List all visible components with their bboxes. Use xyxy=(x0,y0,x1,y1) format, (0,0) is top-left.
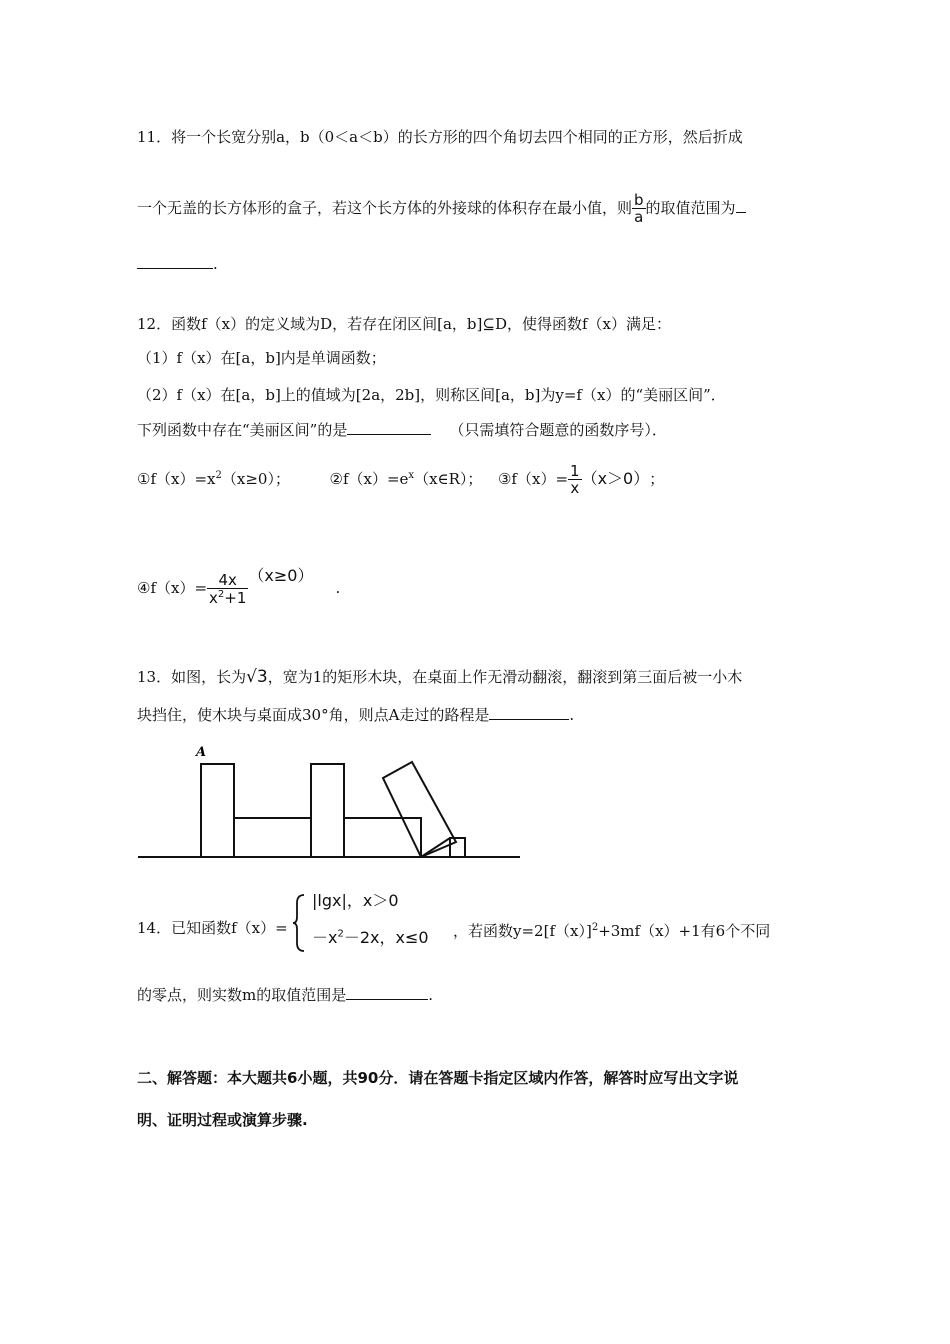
q12-opt3-fraction: $\frac{1}{x}$ xyxy=(570,462,580,497)
q12-options-row xyxy=(137,458,664,497)
q12-text-4-end: （只需填符合题意的函数序号）． xyxy=(449,421,667,439)
q12-line1 xyxy=(137,314,671,334)
q14-line1: 14．已知函数f（x）= xyxy=(137,919,288,937)
block-position-2 xyxy=(234,818,311,857)
q12-option-1: $①f(x)=x^2(x\ge 0)$； xyxy=(137,470,290,488)
q11-frac-den: a xyxy=(632,208,646,225)
q12-text-3: （2）f（x）在[a，b]上的值域为[2a，2b]，则称区间[a，b]为y=f（x）的“美丽区间”． xyxy=(137,386,726,404)
q13-sqrt3: √3 xyxy=(246,667,268,687)
q12-text-2: （1）f（x）在[a，b]内是单调函数； xyxy=(137,349,386,367)
q13-line2: 块挡住，使木块与桌面成30°角，则点A走过的路程是 . xyxy=(137,706,575,724)
q12-answer-blank xyxy=(347,420,431,435)
q12-line2 xyxy=(137,348,386,368)
q13-figure xyxy=(134,740,534,870)
q14-line2: 的零点，则实数m的取值范围是 . xyxy=(137,986,434,1004)
q12-option-4: ④f（x）= $\frac{4x}{x^2+1}$ （x≥0）. xyxy=(137,566,341,607)
block-position-4 xyxy=(344,818,421,857)
q13-line1: 13．如图，长为√3，宽为1的矩形木块，在桌面上作无滑动翻滚，翻滚到第三面后被一小木 xyxy=(137,667,743,687)
q12-option-3: ③f（x）= $\frac{1}{x}$ （x＞0） ； xyxy=(497,462,665,497)
q11-text-1: 11．将一个长宽分别a，b（0＜a＜b）的长方形的四个角切去四个相同的正方形，然后折成 xyxy=(137,128,743,146)
q12-option-2: $②f(x)=e^x(x\in R)$； xyxy=(329,470,483,488)
section2-heading-line2: 明、证明过程或演算步骤. xyxy=(137,1111,308,1129)
q11-fraction xyxy=(632,193,646,225)
block-position-3 xyxy=(311,764,344,857)
q11-line2 xyxy=(137,190,746,226)
block-position-1 xyxy=(201,764,234,857)
q11-text-2: 一个无盖的长方体形的盒子，若这个长方体的外接球的体积存在最小值，则 xyxy=(137,199,633,217)
q12-text-1: 12．函数f（x）的定义域为D，若存在闭区间[a，b]⊆D，使得函数f（x）满足： xyxy=(137,315,671,333)
q13-answer-blank xyxy=(489,705,569,720)
q14-brace xyxy=(292,893,306,953)
q11-text-3-end: . xyxy=(213,255,218,273)
q11-frac-num: b xyxy=(634,191,644,209)
q14-line1-end: ，若函数$y=2[f(x)]^2+3mf(x)+1$有6个不同 xyxy=(453,922,771,940)
q12-opt4-fraction: $\frac{4x}{x^2+1}$ xyxy=(209,570,247,607)
q12-option-4-row xyxy=(137,556,340,608)
q11-line1 xyxy=(137,127,743,147)
q11-answer-blank-part xyxy=(736,198,746,213)
q14-case-1: |lgx|，x＞0 xyxy=(312,891,399,910)
q11-answer-blank xyxy=(137,254,213,269)
q11-text-2-end: 的取值范围为 xyxy=(645,199,736,217)
section2-heading-line1: 二、解答题：本大题共6小题，共90分．请在答题卡指定区域内作答，解答时应写出文字说 xyxy=(137,1069,739,1087)
block-tilted xyxy=(383,762,456,857)
q14-case-2: $-x^2-2x$，x≤0 xyxy=(312,928,429,947)
stopper-block xyxy=(450,838,465,857)
q12-text-4: 下列函数中存在“美丽区间”的是 xyxy=(137,421,348,439)
q11-line3 xyxy=(137,254,218,274)
q14-answer-blank xyxy=(346,985,428,1000)
q12-line3 xyxy=(137,385,726,405)
q12-line4 xyxy=(137,420,667,440)
point-a-label: A xyxy=(196,745,207,760)
